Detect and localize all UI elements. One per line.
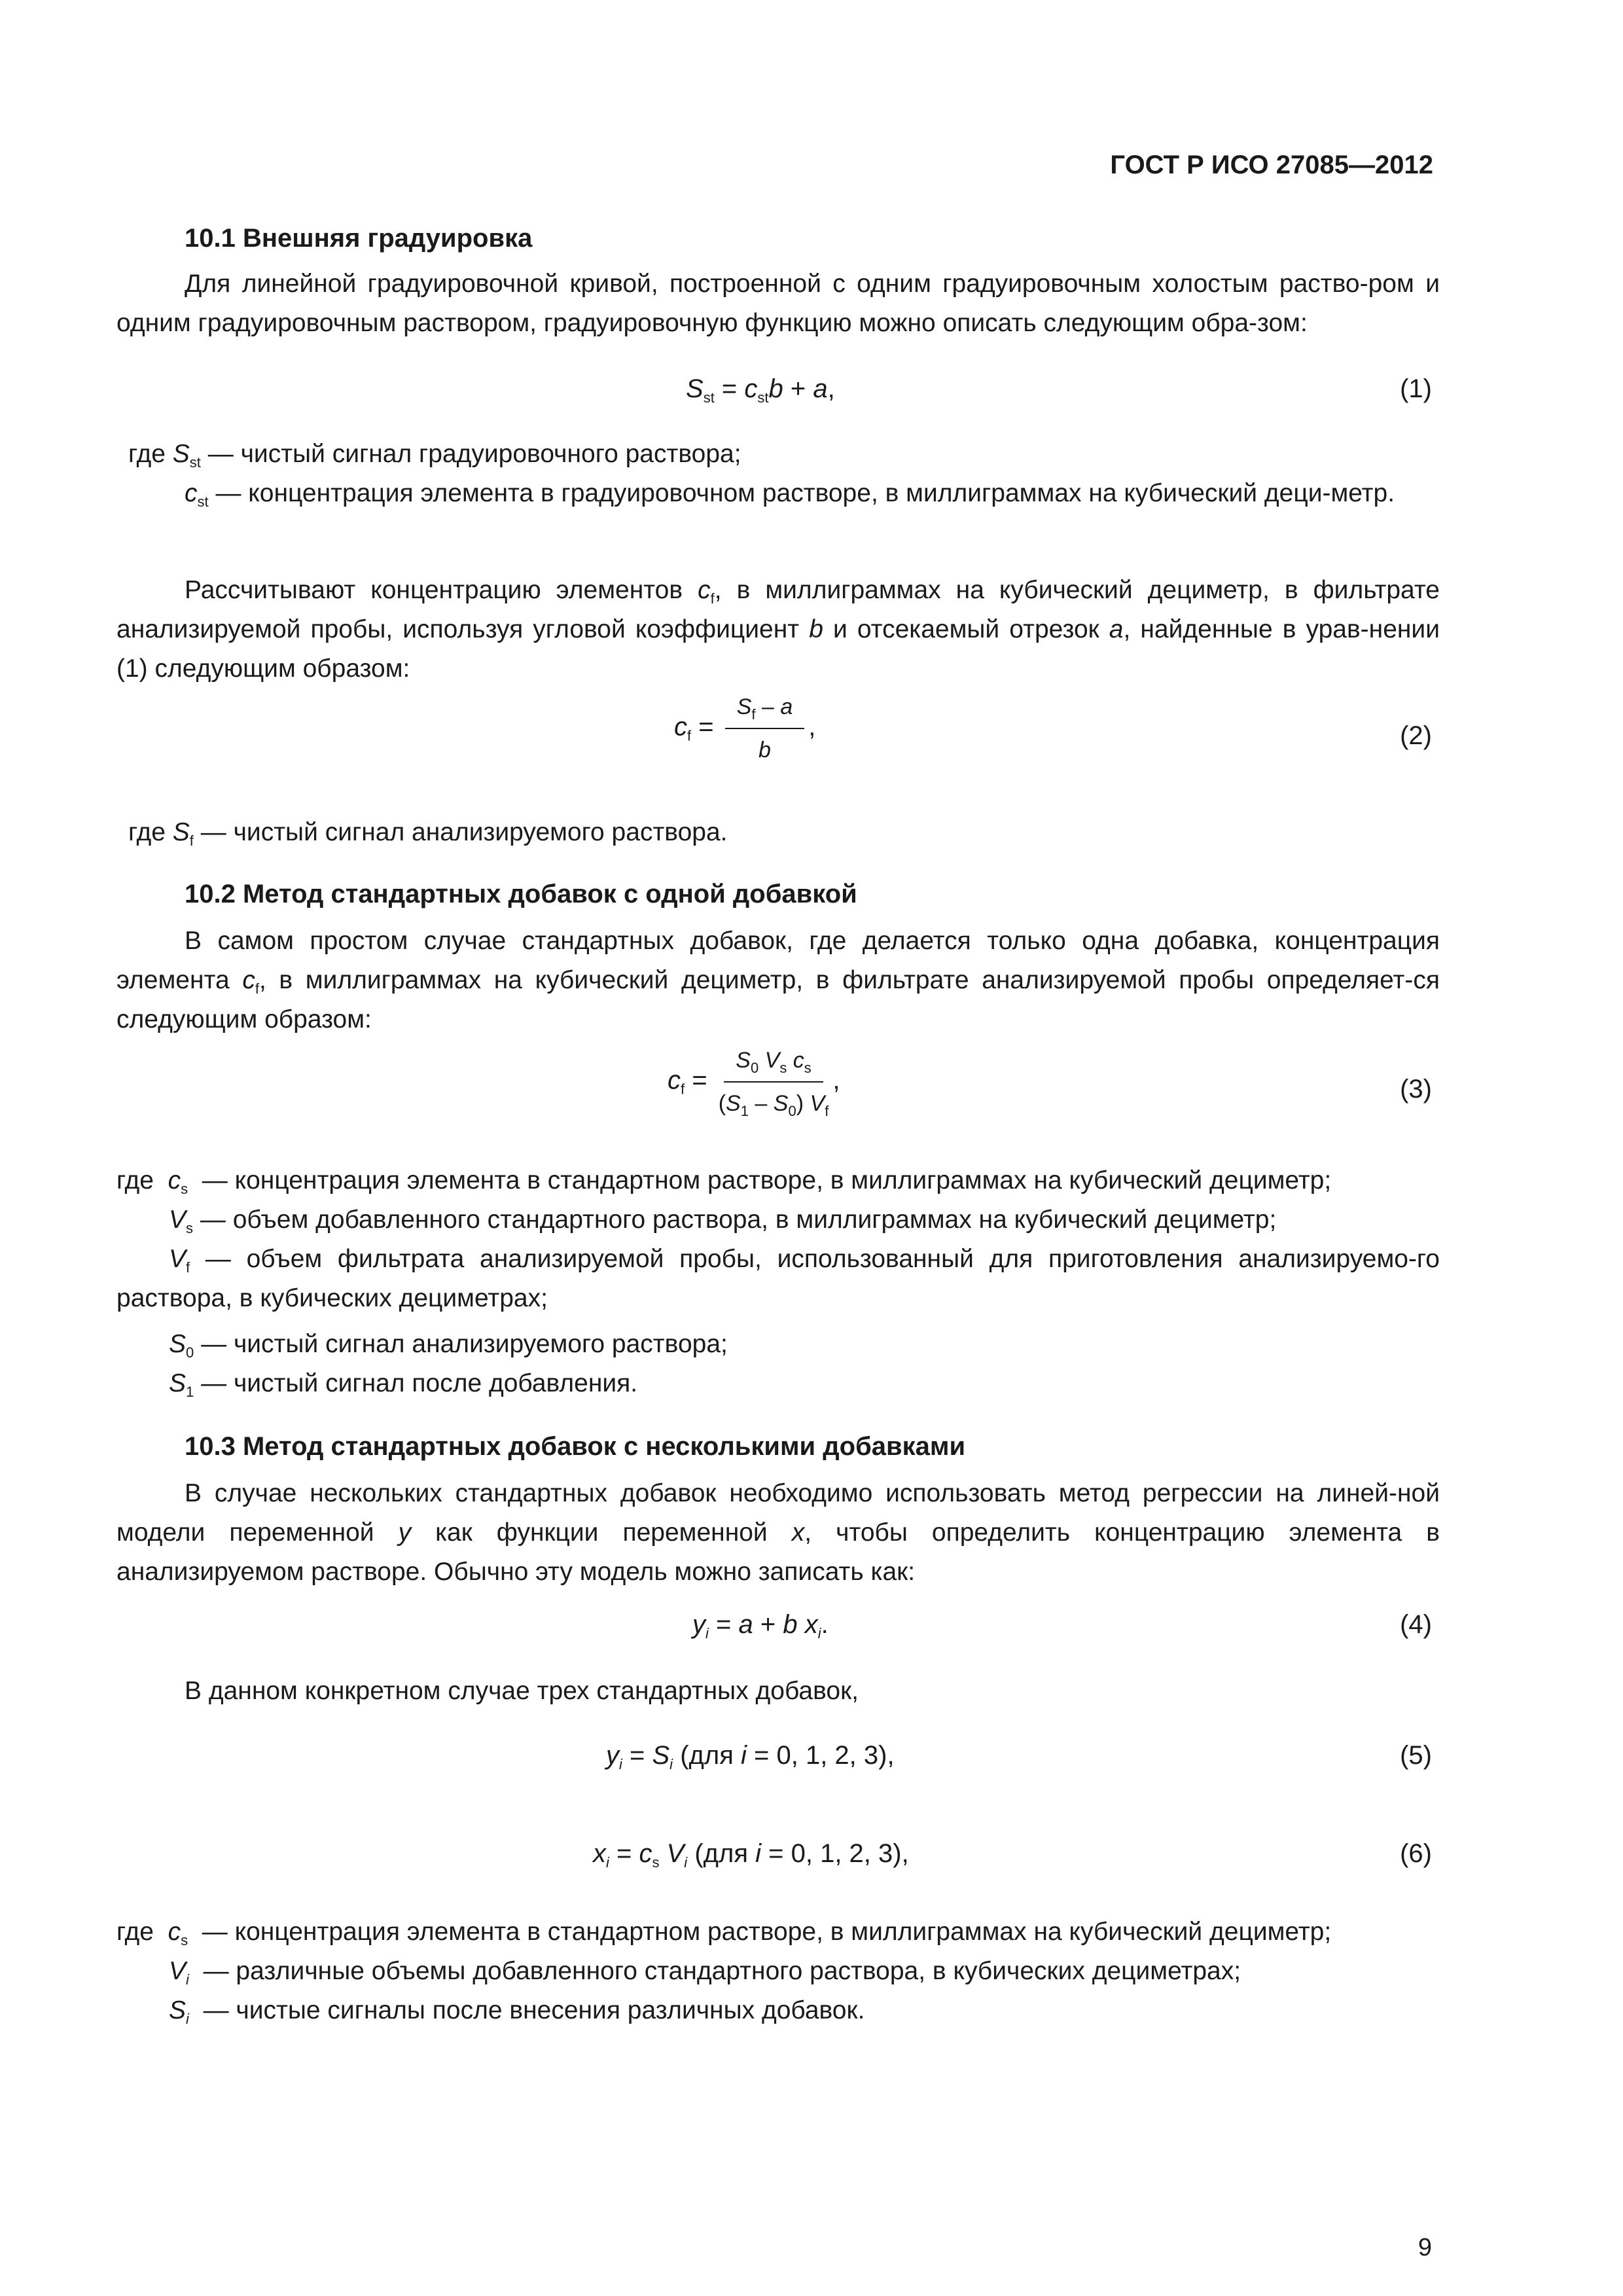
where-vf: $V_f$ — объем фильтрата анализируемой пробы, использованный для приготовления анализируемо-го раствора, в кубических дециметрах;	[116, 1245, 1440, 1312]
where-cs-3: где $c_s$ — концентрация элемента в стандартном растворе, в миллиграммах на кубический дециметр;	[116, 1918, 1332, 1948]
equation-1-number: (1)	[1400, 374, 1432, 403]
where-s0: $S_0$ — чистый сигнал анализируемого раствора;	[169, 1330, 728, 1361]
where-cs-2: где $c_s$ — концентрация элемента в стандартном растворе, в миллиграммах на кубический дециметр;	[116, 1166, 1332, 1197]
equation-5: $y_i = S_i$ (для i = 0, 1, 2, 3),	[606, 1741, 895, 1772]
section-10-2-heading: 10.2 Метод стандартных добавок с одной добавкой	[185, 880, 857, 908]
section-10-1-heading: 10.1 Внешняя градуировка	[185, 224, 533, 253]
section-10-3-heading: 10.3 Метод стандартных добавок с несколькими добавками	[185, 1432, 966, 1461]
page-number: 9	[1418, 2234, 1432, 2261]
equation-3: $c_f$ = $\frac{S_0 V_s c_s}{(S_1 - S_0) V_f}$ ,	[668, 1043, 840, 1121]
where-vs: $V_s$ — объем добавленного стандартного раствора, в миллиграммах на кубический дециметр;	[169, 1206, 1277, 1236]
where-sst: где $S_{st}$ — чистый сигнал градуировочного раствора;	[128, 440, 741, 471]
equation-4-number: (4)	[1400, 1610, 1432, 1639]
where-cst: $c_{st}$ — концентрация элемента в градуировочном растворе, в миллиграммах на кубический деци-метр.	[185, 479, 1395, 510]
equation-4: $y_i = a + b$ $x_i$.	[692, 1610, 829, 1641]
equation-1: $S_{st} = c_{st}b + a$,	[686, 374, 835, 406]
where-si: $S_i$ — чистые сигналы после внесения различных добавок.	[169, 1996, 865, 2027]
equation-2-number: (2)	[1400, 721, 1432, 750]
section-10-2-intro: В самом простом случае стандартных добавок, где делается только одна добавка, концентрация элемента $c_f$, в миллиграммах на кубический дециметр, в фильтрате анализируемой пробы определяет-ся следующим образом:	[116, 927, 1440, 1033]
where-sf: где $S_f$ — чистый сигнал анализируемого раствора.	[128, 818, 728, 849]
equation-2: $c_f$ = $\frac{S_f - a}{b}$ ,	[674, 690, 815, 767]
section-10-3-intro: В случае нескольких стандартных добавок необходимо использовать метод регрессии на линей-ной модели переменной y как функции переменной x, чтобы определить концентрацию элемента в анализируемом растворе. Обычно эту модель можно записать как:	[116, 1479, 1440, 1586]
where-s1: $S_1$ — чистый сигнал после добавления.	[169, 1369, 638, 1400]
document-header: ГОСТ Р ИСО 27085—2012	[1110, 151, 1433, 179]
equation-6-number: (6)	[1400, 1839, 1432, 1868]
where-vi: $V_i$ — различные объемы добавленного стандартного раствора, в кубических дециметрах;	[169, 1957, 1241, 1988]
equation-6: $x_i = c_s$ $V_i$ (для i = 0, 1, 2, 3),	[593, 1839, 909, 1871]
equation-3-number: (3)	[1400, 1075, 1432, 1103]
three-additions-text: В данном конкретном случае трех стандартных добавок,	[185, 1677, 859, 1705]
equation-5-number: (5)	[1400, 1741, 1432, 1770]
section-10-1-intro: Для линейной градуировочной кривой, построенной с одним градуировочным холостым раство-ром и одним градуировочным раствором, градуировочную функцию можно описать следующим обра-зом:	[116, 270, 1440, 337]
section-10-1-calc: Рассчитывают концентрацию элементов $c_f$, в миллиграммах на кубический дециметр, в фильтрате анализируемой пробы, используя угловой коэффициент b и отсекаемый отрезок a, найденные в урав-нении (1) следующим образом:	[116, 576, 1440, 683]
